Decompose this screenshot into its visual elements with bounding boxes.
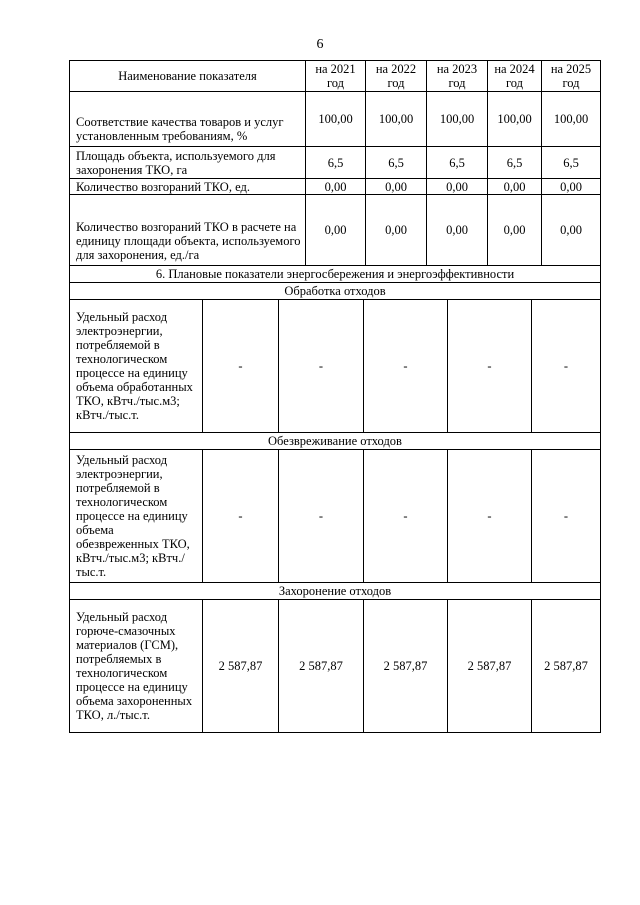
value-cell: 0,00 xyxy=(427,195,488,266)
value-cell: 0,00 xyxy=(542,179,601,195)
table-row xyxy=(70,92,601,147)
value-cell: - xyxy=(532,300,601,433)
value-cell: 0,00 xyxy=(542,195,601,266)
indicator-name: Удельный расход электроэнергии, потребляемой в технологическом процессе на единицу объема обработанных ТКО, кВтч./тыс.м3; кВтч./тыс.т. xyxy=(70,300,203,433)
value-cell: 2 587,87 xyxy=(532,600,601,733)
value-cell: - xyxy=(448,450,532,583)
indicator-name: Количество возгораний ТКО, ед. xyxy=(70,179,306,195)
table-header-row xyxy=(70,61,601,92)
value-cell: 6,5 xyxy=(306,147,366,179)
value-cell: 2 587,87 xyxy=(279,600,364,733)
column-header-year-2024 xyxy=(488,61,542,92)
value-cell: 6,5 xyxy=(427,147,488,179)
column-header-indicator-name: Наименование показателя xyxy=(70,61,306,92)
year-label: на 2025 xyxy=(550,62,592,76)
year-suffix: год xyxy=(505,76,524,90)
subsection-title-waste-processing: Обработка отходов xyxy=(70,283,601,300)
value-cell: 0,00 xyxy=(306,195,366,266)
indicator-name: Количество возгораний ТКО в расчете на единицу площади объекта, используемого для захоронения, ед./га xyxy=(70,195,306,266)
value-cell: 100,00 xyxy=(427,92,488,147)
value-cell: 0,00 xyxy=(306,179,366,195)
value-cell: 2 587,87 xyxy=(364,600,448,733)
value-cell: - xyxy=(448,300,532,433)
table-row xyxy=(70,600,601,733)
table-row xyxy=(70,179,601,195)
year-label: на 2023 xyxy=(436,62,478,76)
value-cell: - xyxy=(279,450,364,583)
year-suffix: год xyxy=(562,76,580,90)
subsection-title-row xyxy=(70,283,601,300)
value-cell: 6,5 xyxy=(542,147,601,179)
year-label: на 2021 xyxy=(315,62,356,76)
subsection-title-waste-burial: Захоронение отходов xyxy=(70,583,601,600)
indicator-name: Удельный расход горюче-смазочных материалов (ГСМ), потребляемых в технологическом процессе на единицу объема захороненных ТКО, л./тыс.т. xyxy=(70,600,203,733)
value-cell: 100,00 xyxy=(542,92,601,147)
value-cell: - xyxy=(364,450,448,583)
table-row xyxy=(70,450,601,583)
column-header-year-2022 xyxy=(366,61,427,92)
energy-efficiency-table xyxy=(69,265,601,733)
indicator-name: Удельный расход электроэнергии, потребляемой в технологическом процессе на единицу объема обезвреженных ТКО, кВтч./тыс.м3; кВтч./тыс.т. xyxy=(70,450,203,583)
value-cell: 0,00 xyxy=(488,179,542,195)
subsection-title-row xyxy=(70,433,601,450)
value-cell: 6,5 xyxy=(488,147,542,179)
table-row xyxy=(70,147,601,179)
table-row xyxy=(70,195,601,266)
section-title-row xyxy=(70,266,601,283)
indicator-name: Площадь объекта, используемого для захоронения ТКО, га xyxy=(70,147,306,179)
value-cell: 100,00 xyxy=(366,92,427,147)
year-label: на 2022 xyxy=(375,62,417,76)
column-header-year-2023 xyxy=(427,61,488,92)
value-cell: - xyxy=(203,450,279,583)
value-cell: - xyxy=(532,450,601,583)
indicator-name: Соответствие качества товаров и услуг установленным требованиям, % xyxy=(70,92,306,147)
value-cell: - xyxy=(364,300,448,433)
year-suffix: год xyxy=(326,76,345,90)
value-cell: 2 587,87 xyxy=(448,600,532,733)
subsection-title-row xyxy=(70,583,601,600)
value-cell: - xyxy=(279,300,364,433)
subsection-title-waste-neutralization: Обезвреживание отходов xyxy=(70,433,601,450)
indicators-table xyxy=(69,60,601,266)
value-cell: 6,5 xyxy=(366,147,427,179)
table-row xyxy=(70,300,601,433)
page-number: 6 xyxy=(316,37,324,52)
value-cell: - xyxy=(203,300,279,433)
column-header-year-2021 xyxy=(306,61,366,92)
value-cell: 0,00 xyxy=(427,179,488,195)
value-cell: 0,00 xyxy=(366,195,427,266)
year-suffix: год xyxy=(387,76,405,90)
column-header-year-2025 xyxy=(542,61,601,92)
year-suffix: год xyxy=(448,76,466,90)
value-cell: 0,00 xyxy=(366,179,427,195)
year-label: на 2024 xyxy=(494,62,535,76)
value-cell: 0,00 xyxy=(488,195,542,266)
section-6-title: 6. Плановые показатели энергосбережения и энергоэффективности xyxy=(70,266,601,283)
value-cell: 100,00 xyxy=(306,92,366,147)
value-cell: 100,00 xyxy=(488,92,542,147)
value-cell: 2 587,87 xyxy=(203,600,279,733)
